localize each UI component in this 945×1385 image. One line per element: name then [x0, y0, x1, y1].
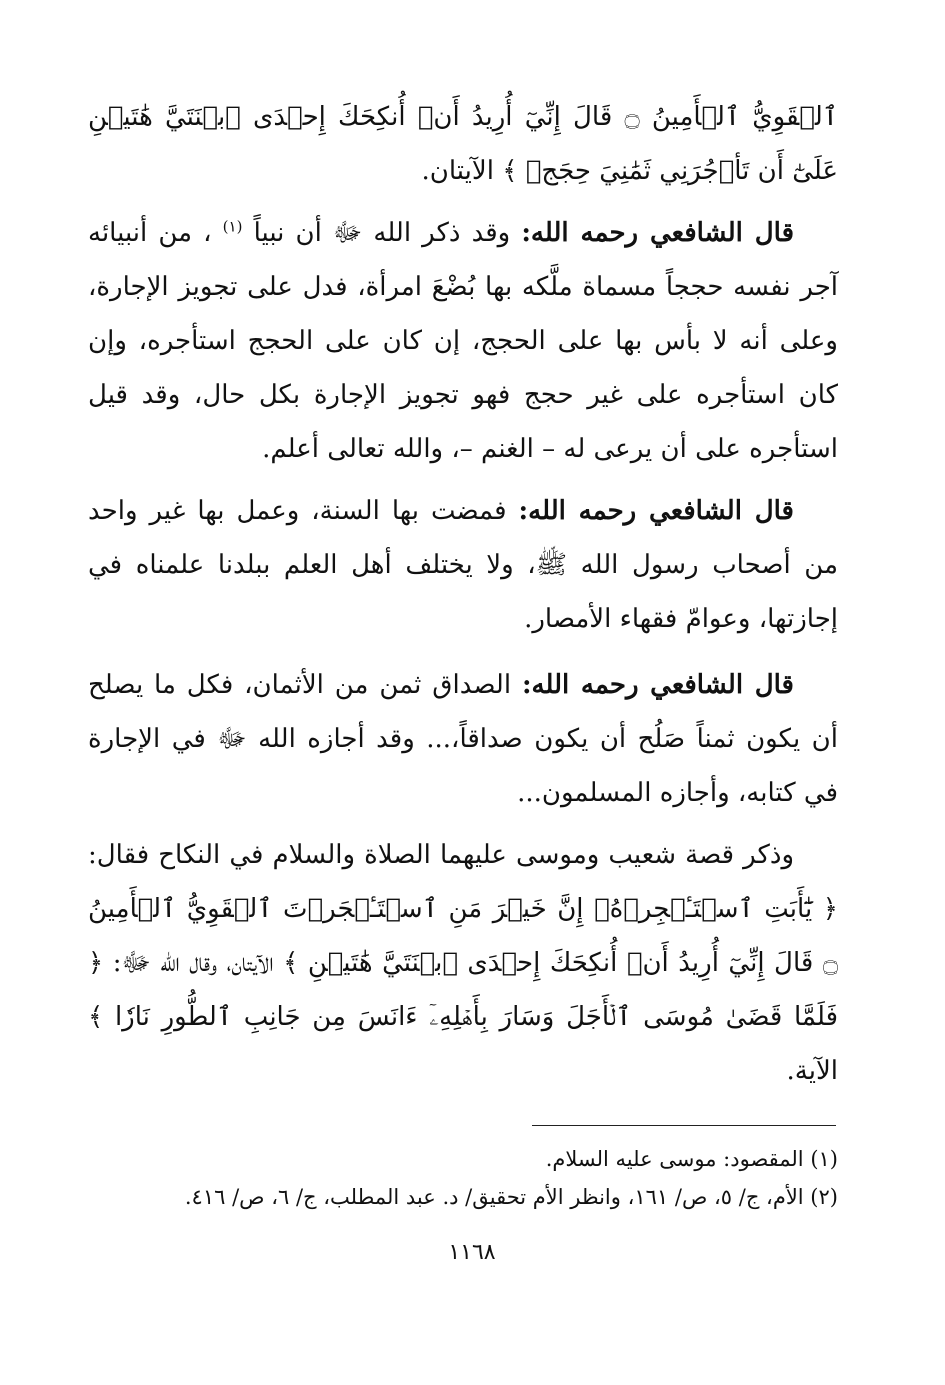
paragraph-text: الآيتان، وقال الله ﷻ:: [112, 948, 274, 978]
verse-tail: الآية.: [786, 1056, 838, 1086]
footnote-divider: [532, 1125, 836, 1126]
speaker-label: قال الشافعي رحمه الله:: [521, 670, 794, 700]
speaker-label: قال الشافعي رحمه الله:: [521, 218, 795, 248]
paragraph-text: فمضت بها السنة، وعمل بها غير واحد من أصحاب رسول الله ﷺ، ولا يختلف أهل العلم ببلدنا علمناه في إجازتها، وعوامّ فقهاء الأمصار.: [88, 496, 838, 634]
paragraph-text: الصداق ثمن من الأثمان، فكل ما يصلح أن يكون ثمناً صَلُح أن يكون صداقاً،... وقد أجازه الله ﷻ في الإجارة في كتابه، وأجازه المسلمون...: [88, 670, 838, 808]
footnotes: [88, 1140, 838, 1216]
footnote-2: (٢) الأم، ج/ ٥، ص/ ١٦١، وانظر الأم تحقيق/ د. عبد المطلب، ج/ ٦، ص/ ٤١٦.: [184, 1185, 838, 1209]
footnote-1: (١) المقصود: موسى عليه السلام.: [545, 1147, 838, 1171]
quran-verse: فَلَمَّا قَضَىٰ مُوسَى ٱلۡأَجَلَ وَسَارَ بِأَهۡلِهِۦٓ ءَانَسَ مِن جَانِبِ ٱلطُّورِ نَارٗا: [114, 1002, 839, 1032]
paragraph-3: [88, 484, 838, 646]
close-bracket: ﴾: [502, 156, 518, 186]
page-number: ١١٦٨: [448, 1240, 496, 1265]
open-bracket: ﴿: [88, 948, 104, 978]
paragraph-text: وقد ذكر الله ﷻ أن نبياً: [253, 218, 511, 248]
close-bracket: ﴾: [283, 948, 299, 978]
footnote-ref-1[interactable]: (١): [222, 217, 243, 236]
main-text: [88, 90, 838, 1098]
verse-tail: الآيتان.: [421, 156, 494, 186]
speaker-label: قال الشافعي رحمه الله:: [518, 496, 794, 526]
close-bracket: ﴾: [88, 1002, 104, 1032]
paragraph-text: وذكر قصة شعيب وموسى عليهما الصلاة والسلام في النكاح فقال:: [88, 840, 794, 870]
paragraph-5: [88, 828, 838, 1098]
open-bracket: ﴿: [822, 894, 838, 924]
quran-verse: ٱلۡقَوِيُّ ٱلۡأَمِينُ ۝ قَالَ إِنِّيٓ أُرِيدُ أَنۡ أُنكِحَكَ إِحۡدَى ٱبۡنَتَيَّ هَٰتَيۡنِ عَلَىٰٓ أَن تَأۡجُرَنِي ثَمَٰنِيَ حِجَجٖ: [88, 102, 838, 186]
paragraph-4: [88, 658, 838, 820]
paragraph-1: [88, 90, 838, 198]
quran-verse: يَٰٓأَبَتِ ٱسۡتَـٔۡجِرۡهُۖ إِنَّ خَيۡرَ مَنِ ٱسۡتَـٔۡجَرۡتَ ٱلۡقَوِيُّ ٱلۡأَمِينُ ۝ قَالَ إِنِّيٓ أُرِيدُ أَنۡ أُنكِحَكَ إِحۡدَى ٱبۡنَتَيَّ هَٰتَيۡنِ: [88, 894, 839, 978]
paragraph-text: ، من أنبيائه آجر نفسه حججاً مسماة ملَّكه بها بُضْعَ امرأة، فدل على تجويز الإجارة، وعلى أنه لا بأس بها على الحجج، إن كان على الحجج استأجره، وإن كان استأجره على غير حجج فهو تجويز الإجارة بكل حال، وقد قيل استأجره على أن يرعى له – الغنم –، والله تعالى أعلم.: [88, 218, 838, 464]
paragraph-2: [88, 206, 838, 476]
